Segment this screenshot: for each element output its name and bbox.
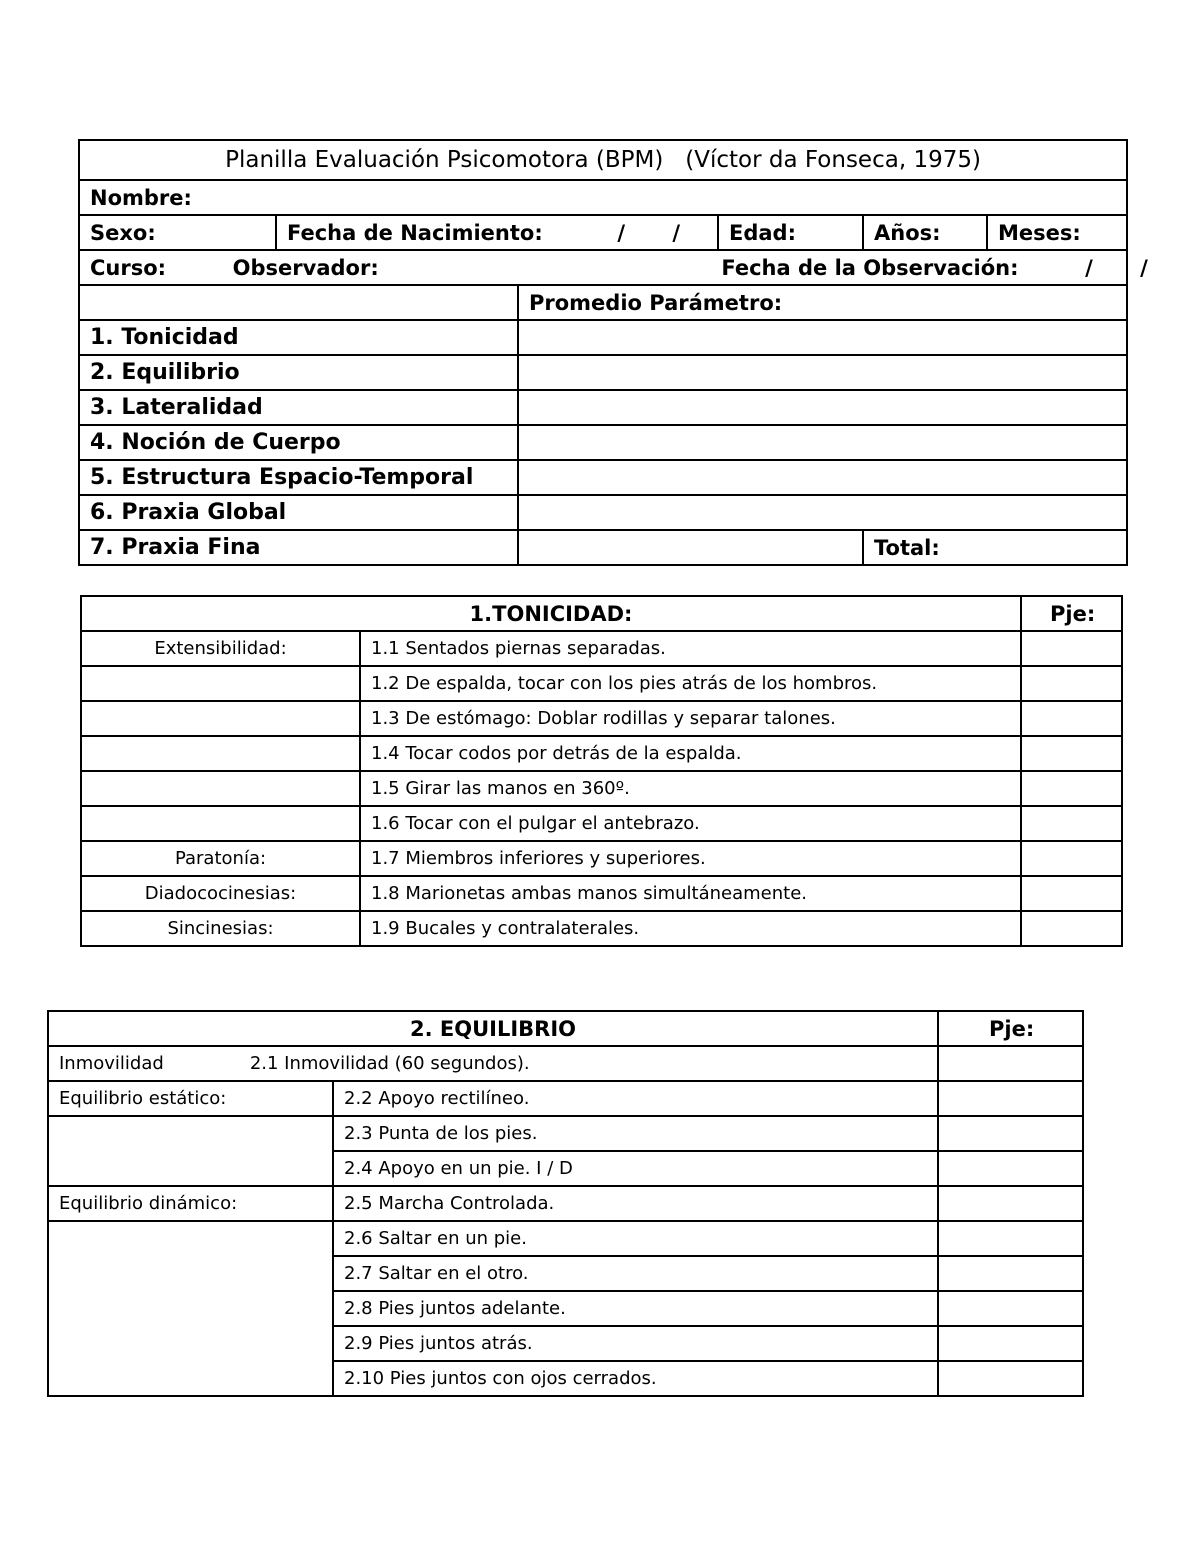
parameter-header-blank <box>79 285 518 320</box>
table-row <box>81 806 1122 841</box>
score-cell[interactable] <box>1021 771 1122 806</box>
fecha-nacimiento-label: Fecha de Nacimiento: <box>287 220 543 245</box>
inmovilidad-item: 2.1 Inmovilidad (60 segundos). <box>249 1053 530 1074</box>
score-cell[interactable] <box>938 1186 1083 1221</box>
score-cell[interactable] <box>938 1326 1083 1361</box>
item-cell: 2.7 Saltar en el otro. <box>333 1256 938 1291</box>
sexo-label: Sexo: <box>90 220 156 245</box>
score-cell[interactable] <box>938 1151 1083 1186</box>
parameter-label: 7. Praxia Fina <box>79 530 518 565</box>
category-cell <box>81 806 360 841</box>
item-cell: 1.5 Girar las manos en 360º. <box>360 771 1021 806</box>
score-cell[interactable] <box>1021 631 1122 666</box>
item-cell: 1.1 Sentados piernas separadas. <box>360 631 1021 666</box>
table-row <box>48 1221 1083 1256</box>
score-cell[interactable] <box>938 1116 1083 1151</box>
table-row <box>48 1186 1083 1221</box>
score-cell[interactable] <box>938 1046 1083 1081</box>
meses-field[interactable] <box>987 215 1127 250</box>
parameter-value-cell[interactable] <box>518 460 1127 495</box>
promedio-label: Promedio Parámetro: <box>529 290 783 315</box>
meses-label: Meses: <box>998 220 1081 245</box>
score-cell[interactable] <box>1021 841 1122 876</box>
anos-label: Años: <box>874 220 941 245</box>
form-author: (Víctor da Fonseca, 1975) <box>685 147 981 173</box>
score-cell[interactable] <box>938 1081 1083 1116</box>
edad-field[interactable] <box>718 215 863 250</box>
item-cell: 2.9 Pies juntos atrás. <box>333 1326 938 1361</box>
equilibrio-pje-header: Pje: <box>938 1011 1083 1046</box>
parameter-row <box>79 390 1127 425</box>
category-cell: Equilibrio dinámico: <box>48 1186 333 1221</box>
nombre-label: Nombre: <box>90 185 192 210</box>
parameter-label: 2. Equilibrio <box>79 355 518 390</box>
category-cell <box>81 666 360 701</box>
score-cell[interactable] <box>938 1256 1083 1291</box>
category-cell-blank <box>48 1116 333 1186</box>
parameter-row <box>79 355 1127 390</box>
table-row <box>48 1046 1083 1081</box>
score-cell[interactable] <box>938 1291 1083 1326</box>
observador-label: Observador: <box>232 255 379 280</box>
parameter-value-cell[interactable] <box>518 530 863 565</box>
score-cell[interactable] <box>1021 666 1122 701</box>
parameter-row <box>79 460 1127 495</box>
form-title-text: Planilla Evaluación Psicomotora (BPM) <box>225 147 664 173</box>
fecha-observacion-label: Fecha de la Observación: <box>721 255 1019 280</box>
item-cell: 1.4 Tocar codos por detrás de la espalda. <box>360 736 1021 771</box>
item-cell: 1.8 Marionetas ambas manos simultáneamente. <box>360 876 1021 911</box>
parameter-value-cell[interactable] <box>518 320 1127 355</box>
total-label: Total: <box>874 535 940 560</box>
table-row <box>81 631 1122 666</box>
promedio-header <box>518 285 1127 320</box>
score-cell[interactable] <box>1021 876 1122 911</box>
item-cell: 2.5 Marcha Controlada. <box>333 1186 938 1221</box>
parameter-row <box>79 320 1127 355</box>
category-cell: Extensibilidad: <box>81 631 360 666</box>
parameter-row <box>79 530 1127 565</box>
edad-label: Edad: <box>729 220 796 245</box>
tonicidad-pje-header: Pje: <box>1021 596 1122 631</box>
score-cell[interactable] <box>938 1361 1083 1396</box>
parameter-row <box>79 425 1127 460</box>
item-cell: 1.7 Miembros inferiores y superiores. <box>360 841 1021 876</box>
item-cell: 2.6 Saltar en un pie. <box>333 1221 938 1256</box>
item-cell: 1.6 Tocar con el pulgar el antebrazo. <box>360 806 1021 841</box>
parameter-value-cell[interactable] <box>518 495 1127 530</box>
equilibrio-table <box>47 1010 1084 1397</box>
item-cell: 2.8 Pies juntos adelante. <box>333 1291 938 1326</box>
item-cell: 1.3 De estómago: Doblar rodillas y separar talones. <box>360 701 1021 736</box>
table-row <box>81 771 1122 806</box>
item-cell: 2.10 Pies juntos con ojos cerrados. <box>333 1361 938 1396</box>
parameter-value-cell[interactable] <box>518 425 1127 460</box>
category-cell: Sincinesias: <box>81 911 360 946</box>
table-row <box>48 1081 1083 1116</box>
score-cell[interactable] <box>1021 911 1122 946</box>
category-cell <box>81 771 360 806</box>
score-cell[interactable] <box>938 1221 1083 1256</box>
parameter-label: 4. Noción de Cuerpo <box>79 425 518 460</box>
equilibrio-title: 2. EQUILIBRIO <box>48 1011 938 1046</box>
tonicidad-title: 1.TONICIDAD: <box>81 596 1021 631</box>
fecha-nacimiento-field[interactable] <box>276 215 718 250</box>
item-cell: 2.4 Apoyo en un pie. I / D <box>333 1151 938 1186</box>
table-row <box>81 666 1122 701</box>
nombre-field[interactable] <box>79 180 1127 215</box>
form-title <box>79 140 1127 180</box>
category-cell: Diadococinesias: <box>81 876 360 911</box>
total-field[interactable] <box>863 530 1127 565</box>
parameter-label: 5. Estructura Espacio-Temporal <box>79 460 518 495</box>
sexo-field[interactable] <box>79 215 276 250</box>
curso-observador-row[interactable] <box>79 250 1148 285</box>
parameter-value-cell[interactable] <box>518 390 1127 425</box>
parameter-value-cell[interactable] <box>518 355 1127 390</box>
table-row <box>81 701 1122 736</box>
table-row <box>81 736 1122 771</box>
table-row <box>81 876 1122 911</box>
inmovilidad-category: Inmovilidad <box>59 1053 164 1074</box>
curso-label: Curso: <box>90 255 167 280</box>
parameter-row <box>79 495 1127 530</box>
table-row <box>48 1116 1083 1151</box>
tonicidad-table <box>80 595 1123 947</box>
birth-date-slashes: / / <box>617 220 681 245</box>
score-cell[interactable] <box>1021 701 1122 736</box>
score-cell[interactable] <box>1021 736 1122 771</box>
item-cell: 1.9 Bucales y contralaterales. <box>360 911 1021 946</box>
score-cell[interactable] <box>1021 806 1122 841</box>
table-row <box>81 911 1122 946</box>
inmovilidad-cell <box>48 1046 938 1081</box>
observation-date-slashes: / / <box>1085 255 1148 280</box>
parameter-label: 3. Lateralidad <box>79 390 518 425</box>
parameter-label: 1. Tonicidad <box>79 320 518 355</box>
item-cell: 2.3 Punta de los pies. <box>333 1116 938 1151</box>
category-cell <box>81 701 360 736</box>
category-cell <box>81 736 360 771</box>
evaluation-header-form <box>78 139 1148 566</box>
item-cell: 1.2 De espalda, tocar con los pies atrás de los hombros. <box>360 666 1021 701</box>
table-row <box>81 841 1122 876</box>
category-cell-blank <box>48 1221 333 1396</box>
category-cell: Equilibrio estático: <box>48 1081 333 1116</box>
item-cell: 2.2 Apoyo rectilíneo. <box>333 1081 938 1116</box>
parameter-label: 6. Praxia Global <box>79 495 518 530</box>
category-cell: Paratonía: <box>81 841 360 876</box>
anos-field[interactable] <box>863 215 987 250</box>
